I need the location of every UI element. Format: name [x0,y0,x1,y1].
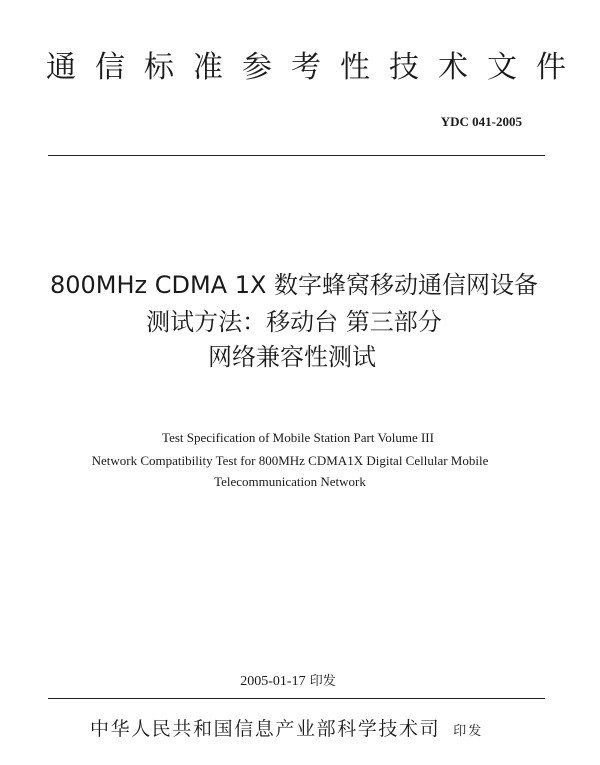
document-code: YDC 041-2005 [440,114,522,129]
chinese-title-line-2: 测试方法：移动台 第三部分 [146,308,442,336]
chinese-title-line-3: 网络兼容性测试 [208,343,376,371]
english-title-line-2: Network Compatibility Test for 800MHz CDMA1X Digital Cellular Mobile [91,453,489,468]
publisher-action: 印发 [453,724,484,739]
top-divider [48,155,545,156]
bottom-divider [48,698,545,699]
document-category-title: 通信标准参考性技术文件 [46,50,585,85]
chinese-title-line-1: 800MHz CDMA 1X 数字蜂窝移动通信网设备 [49,271,539,299]
issue-date-label: 印发 [309,674,336,689]
english-title-line-3: Telecommunication Network [214,474,366,489]
publisher-name: 中华人民共和国信息产业部科学技术司 [90,718,441,740]
english-title-line-1: Test Specification of Mobile Station Part Volume III [162,430,434,445]
issue-date-value: 2005-01-17 [240,674,306,689]
publisher-line [90,716,483,745]
issue-date [0,673,588,691]
